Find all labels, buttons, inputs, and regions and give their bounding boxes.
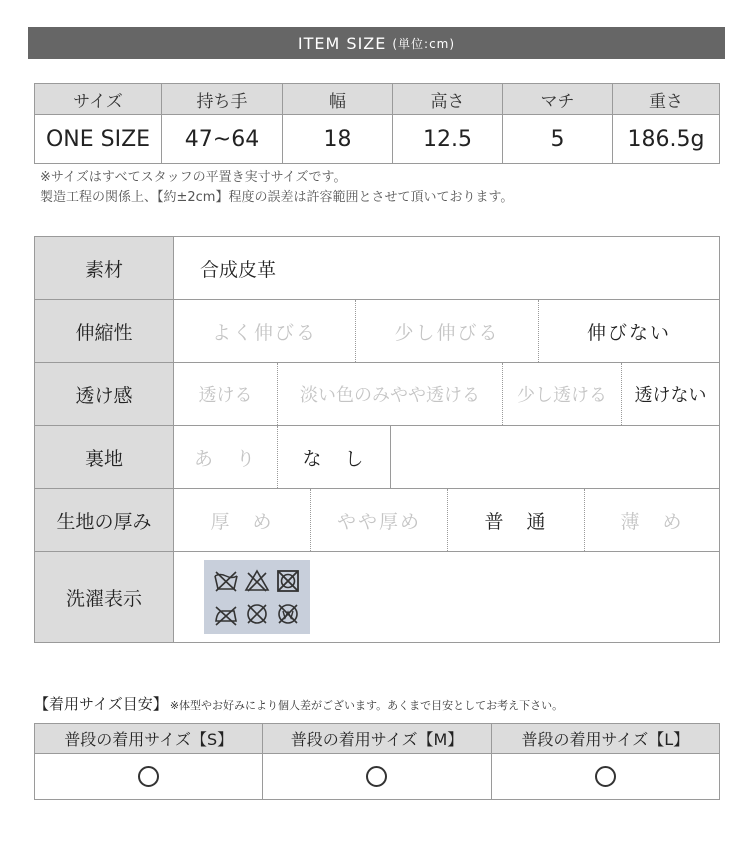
title-unit: (単位:cm) <box>392 36 456 51</box>
fit-header-l: 普段の着用サイズ【L】 <box>491 724 719 754</box>
stretch-option: 少し伸びる <box>356 300 539 362</box>
circle-mark-icon <box>366 766 387 787</box>
spec-label: 生地の厚み <box>35 489 174 551</box>
size-header-row <box>35 84 720 115</box>
no-wash-icon <box>212 567 240 595</box>
thickness-option: 薄 め <box>620 510 684 533</box>
note-line: ※サイズはすべてスタッフの平置き実寸サイズです。 <box>40 170 347 185</box>
lining-option: あ り <box>174 426 278 488</box>
sheer-option: 淡い色のみやや透ける <box>278 363 503 425</box>
fit-guide-heading <box>34 693 563 714</box>
spec-label: 伸縮性 <box>35 300 174 362</box>
spec-row-lining <box>35 426 719 489</box>
header-handle: 持ち手 <box>162 84 283 115</box>
size-notes <box>40 168 513 208</box>
fit-header-s: 普段の着用サイズ【S】 <box>35 724 263 754</box>
spec-row-material <box>35 237 719 300</box>
thickness-option-selected: 普 通 <box>448 489 585 551</box>
fit-cell-s <box>35 754 263 800</box>
no-iron-icon <box>212 600 240 628</box>
spec-row-stretch <box>35 300 719 363</box>
spec-label: 透け感 <box>35 363 174 425</box>
circle-mark-icon <box>595 766 616 787</box>
fit-header-row <box>35 724 720 754</box>
no-tumble-dry-icon <box>274 567 302 595</box>
header-gusset: マチ <box>503 84 613 115</box>
stretch-option-selected: 伸びない <box>586 321 671 344</box>
title-main: ITEM SIZE <box>297 33 387 53</box>
thickness-option: 厚 め <box>174 489 311 551</box>
fit-header-m: 普段の着用サイズ【M】 <box>263 724 491 754</box>
header-size: サイズ <box>35 84 162 115</box>
spec-table <box>34 236 720 643</box>
value-weight: 186.5g <box>613 115 720 164</box>
circle-mark-icon <box>138 766 159 787</box>
fit-cell-l <box>491 754 719 800</box>
note-line: 製造工程の関係上、【約±2cm】程度の誤差は許容範囲とさせて頂いております。 <box>40 190 514 205</box>
value-size: ONE SIZE <box>35 115 162 164</box>
value-gusset: 5 <box>503 115 613 164</box>
no-wet-clean-icon <box>274 600 302 628</box>
spec-row-care <box>35 552 719 642</box>
fit-mark-row <box>35 754 720 800</box>
header-weight: 重さ <box>613 84 720 115</box>
spec-row-thickness <box>35 489 719 552</box>
spec-row-sheer <box>35 363 719 426</box>
item-size-title <box>28 27 725 59</box>
value-handle: 47~64 <box>162 115 283 164</box>
header-width: 幅 <box>283 84 393 115</box>
stretch-option: よく伸びる <box>174 300 356 362</box>
thickness-option: やや厚め <box>311 489 448 551</box>
size-table <box>34 83 720 164</box>
no-bleach-icon <box>243 567 271 595</box>
spec-label: 素材 <box>35 237 174 299</box>
sheer-option: 少し透ける <box>503 363 622 425</box>
sheer-option-selected: 透けない <box>634 385 707 406</box>
lining-option-selected: な し <box>278 426 391 488</box>
spec-label: 洗濯表示 <box>35 552 174 642</box>
value-width: 18 <box>283 115 393 164</box>
no-dry-clean-icon <box>243 600 271 628</box>
size-value-row <box>35 115 720 164</box>
fit-table <box>34 723 720 800</box>
header-height: 高さ <box>393 84 503 115</box>
fit-note: ※体型やお好みにより個人差がございます。あくまで目安としてお考え下さい。 <box>169 699 564 712</box>
spec-label: 裏地 <box>35 426 174 488</box>
sheer-option: 透ける <box>174 363 278 425</box>
material-value: 合成皮革 <box>200 258 277 281</box>
value-height: 12.5 <box>393 115 503 164</box>
care-symbols <box>204 560 310 634</box>
fit-cell-m <box>263 754 491 800</box>
fit-heading: 【着用サイズ目安】 <box>34 695 168 713</box>
